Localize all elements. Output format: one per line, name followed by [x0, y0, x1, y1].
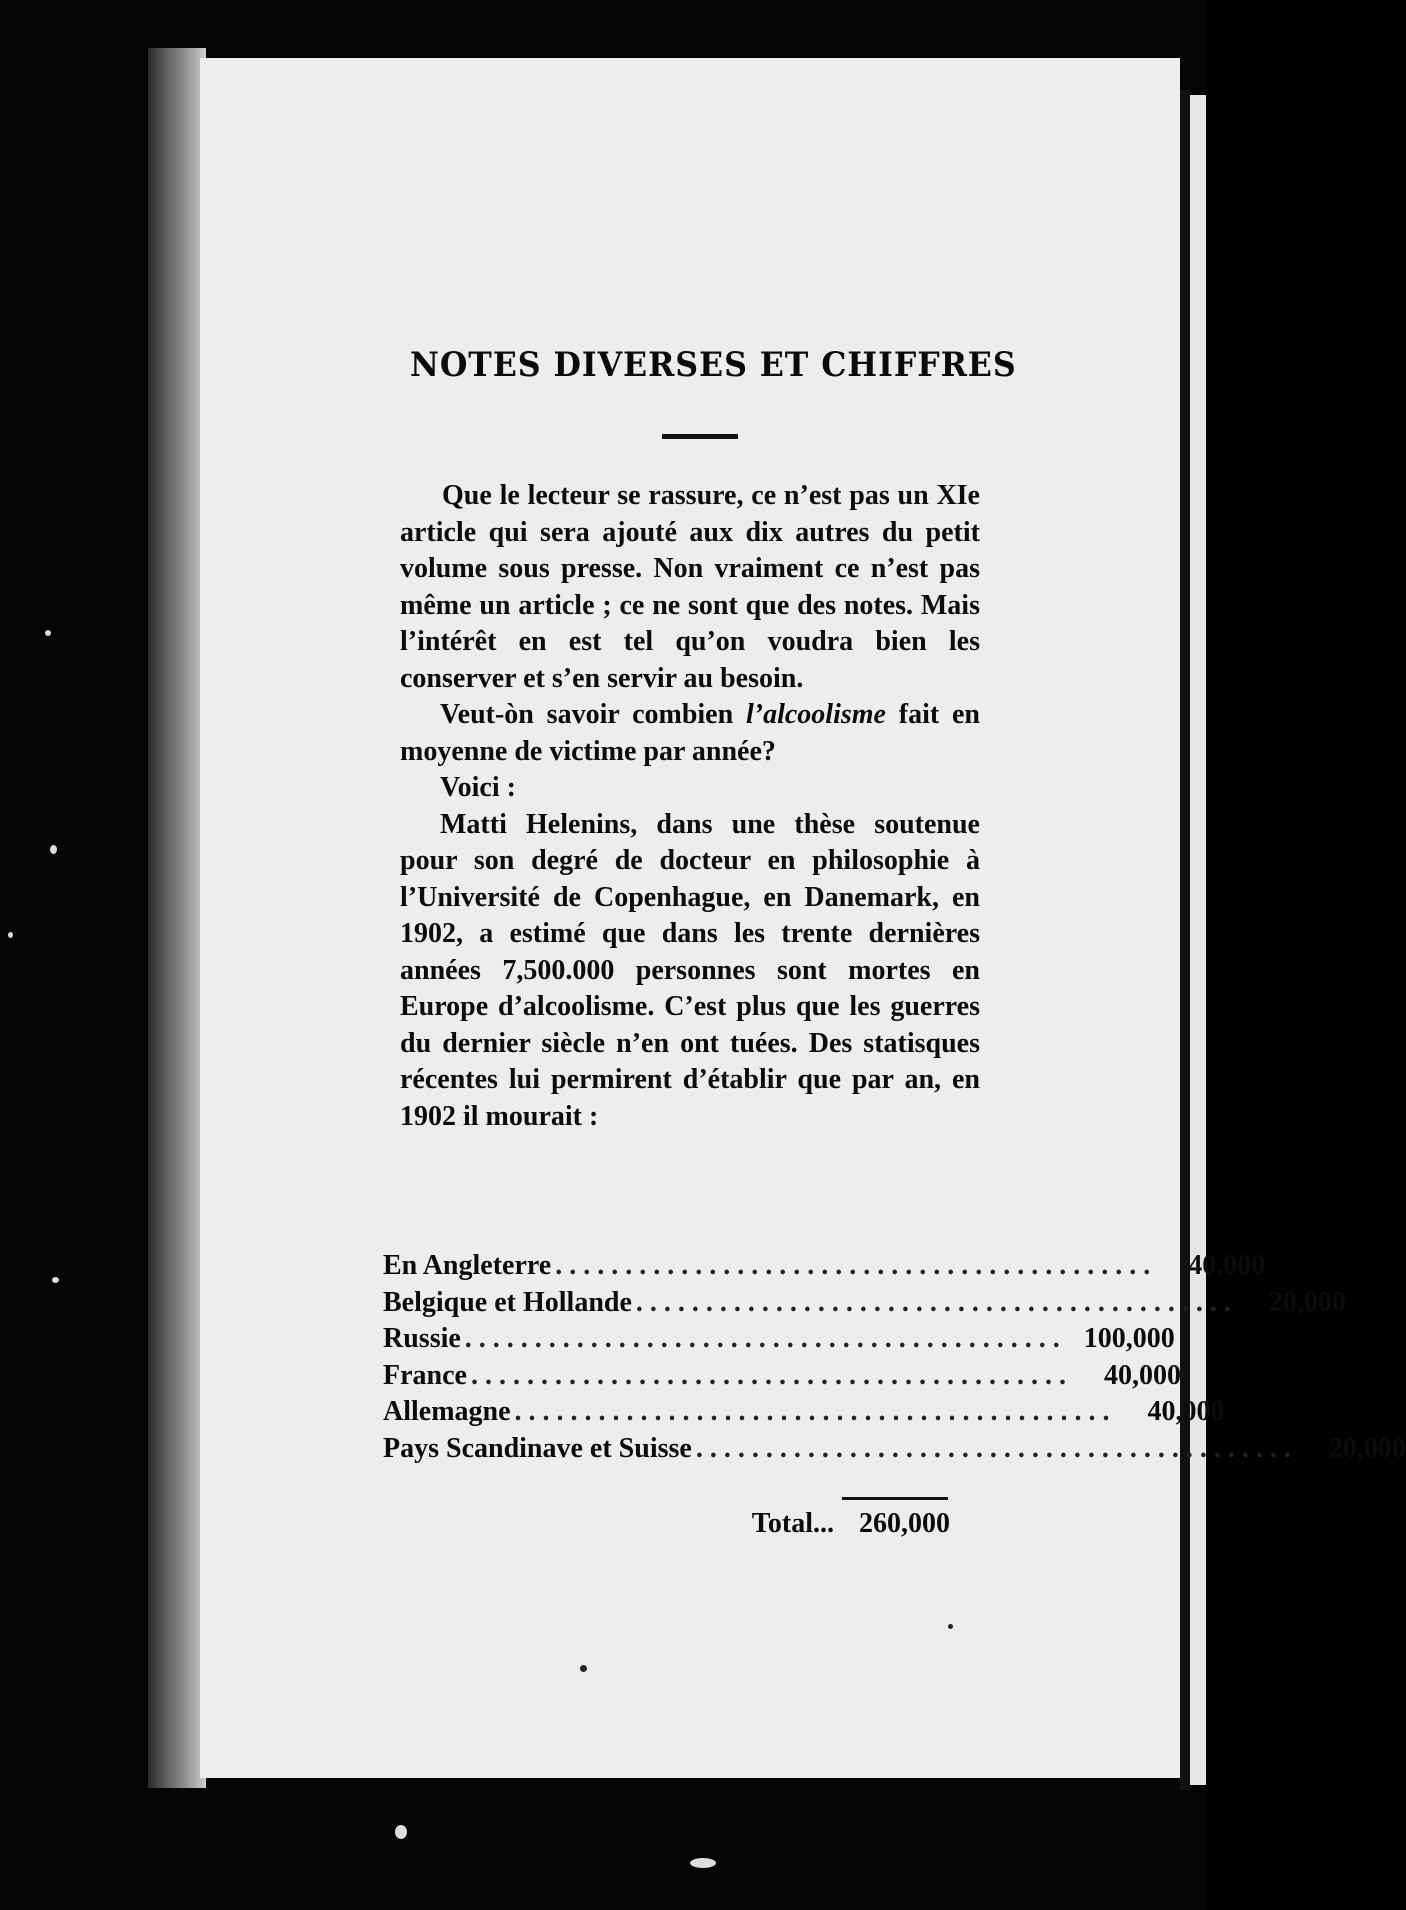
country-label: Allemagne [383, 1396, 511, 1427]
scan-speck [690, 1858, 716, 1868]
scan-speck [395, 1825, 407, 1839]
leader-dots: ........................................... [514, 1396, 1117, 1427]
paragraph-statistics: Matti Helenins, dans une thèse soutenue pour son degré de docteur en philosophie à l’Université de Copenhague, en Danemark, en 1902, a estimé que dans les trente dernières années 7,500.000 personnes sont mortes en Europe d’alcoolisme. C’est plus que les guerres du dernier siècle n’en ont tuées. Des statisques récentes lui permirent d’établir que par an, en 1902 il mourait : [400, 808, 980, 1132]
scan-speck [580, 1665, 587, 1672]
country-label: Pays Scandinave et Suisse [383, 1432, 692, 1464]
body-text [400, 478, 980, 1135]
scan-speck [50, 845, 57, 854]
table-row [383, 1286, 1346, 1324]
country-label: Russie [383, 1323, 461, 1354]
total-value: 260,000 [859, 1508, 950, 1539]
death-count: 20,000 [1268, 1286, 1346, 1318]
table-row [383, 1396, 1225, 1433]
scan-speck [948, 1624, 953, 1629]
table-row [383, 1250, 1266, 1287]
scan-speck [52, 1277, 59, 1283]
scan-speck [8, 932, 13, 938]
paragraph-question [400, 697, 980, 770]
leader-dots: ........................................... [464, 1323, 1067, 1354]
question-text-before: Veut-òn savoir combien [440, 699, 746, 730]
country-label: En Angleterre [383, 1250, 552, 1281]
table-row [383, 1432, 1406, 1470]
death-count: 20,000 [1328, 1432, 1406, 1464]
death-count: 100,000 [1083, 1323, 1175, 1354]
deaths-table [383, 1250, 1406, 1469]
table-row [383, 1323, 1175, 1360]
facing-page-edge [1190, 95, 1206, 1785]
page-title: NOTES DIVERSES ET CHIFFRES [410, 345, 1017, 385]
leader-dots: ........................................... [635, 1286, 1238, 1318]
death-count: 40,000 [1147, 1396, 1225, 1427]
question-text-after: fait en moyenne de victime par année? [400, 699, 980, 767]
total-row [600, 1508, 950, 1540]
scan-speck [45, 630, 51, 636]
death-count: 40,000 [1188, 1250, 1266, 1281]
paragraph-intro: Que le lecteur se rassure, ce n’est pas un XIe article qui sera ajouté aux dix autres du petit volume sous presse. Non vraiment ce n’est pas même un article ; ce ne sont que des notes. Mais l’intérêt en est tel qu’on voudra bien les conserver et s’en servir au besoin. [400, 480, 980, 694]
total-divider [842, 1497, 948, 1500]
facing-page-gutter [1180, 90, 1190, 1790]
question-emphasis: l’alcoolisme [745, 699, 886, 730]
title-divider [662, 434, 738, 439]
paragraph-voici: Voici : [440, 772, 516, 803]
total-label: Total... [751, 1508, 834, 1539]
country-label: Belgique et Hollande [383, 1286, 632, 1318]
death-count: 40,000 [1103, 1359, 1181, 1391]
table-row [383, 1359, 1181, 1397]
book-binding-edge [148, 48, 206, 1788]
leader-dots: ........................................... [555, 1250, 1158, 1281]
country-label: France [383, 1359, 467, 1391]
leader-dots: ........................................... [695, 1432, 1298, 1464]
leader-dots: ........................................... [470, 1359, 1073, 1391]
